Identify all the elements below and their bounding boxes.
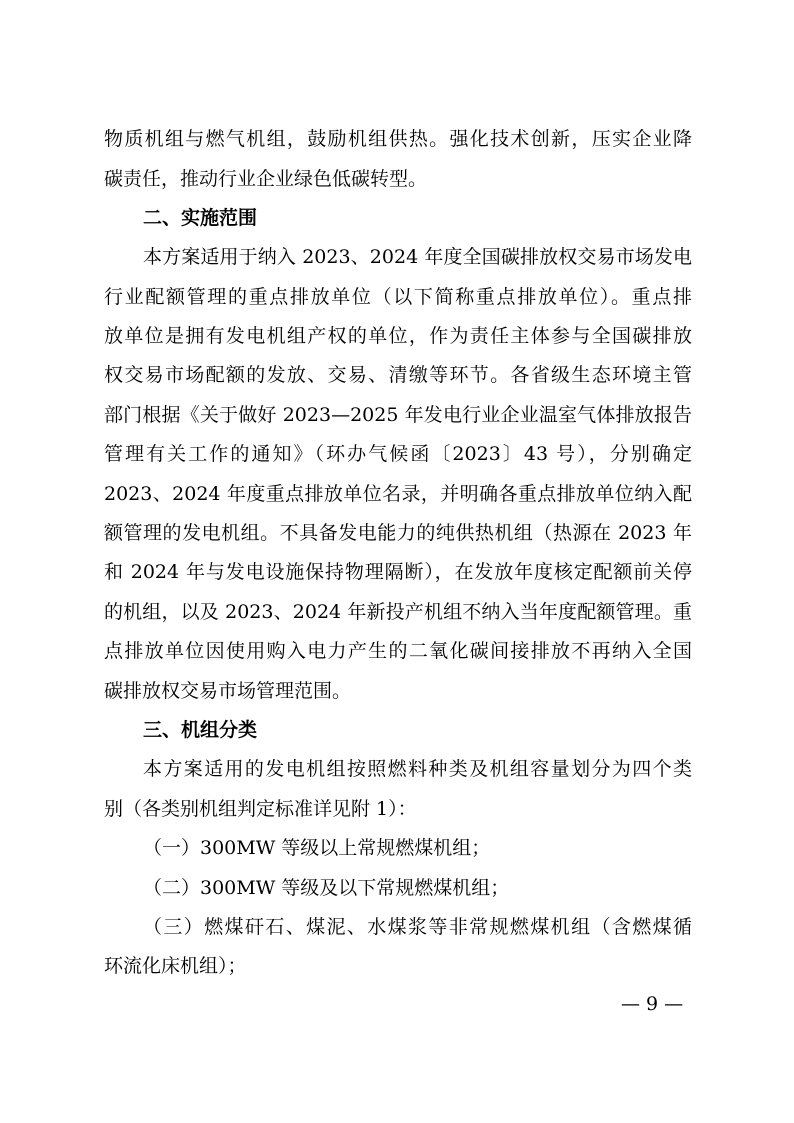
- list-item-line-2: 环流化床机组）；: [104, 955, 247, 977]
- paragraph-line: 2023、2024 年度重点排放单位名录，并明确各重点排放单位纳入配: [104, 483, 692, 505]
- paragraph-line: 管理有关工作的通知》（环办气候函〔2023〕43 号），分别确定: [104, 443, 692, 465]
- paragraph-line: 本方案适用于纳入 2023、2024 年度全国碳排放权交易市场发电: [143, 246, 692, 268]
- paragraph-line: 碳排放权交易市场管理范围。: [104, 680, 352, 702]
- paragraph-line: 行业配额管理的重点排放单位（以下简称重点排放单位）。重点排: [104, 286, 692, 308]
- section-heading-unit-classification: 三、机组分类: [143, 719, 258, 741]
- intro-line-2: 碳责任，推动行业企业绿色低碳转型。: [104, 168, 428, 190]
- paragraph-line: 额管理的发电机组。不具备发电能力的纯供热机组（热源在 2023 年: [104, 522, 692, 544]
- paragraph-line: 本方案适用的发电机组按照燃料种类及机组容量划分为四个类: [143, 758, 692, 780]
- section-heading-scope: 二、实施范围: [143, 207, 258, 229]
- paragraph-line: 放单位是拥有发电机组产权的单位，作为责任主体参与全国碳排放: [104, 325, 692, 347]
- page-number: — 9 —: [621, 993, 684, 1015]
- list-item-line-1: （三）燃煤矸石、煤泥、水煤浆等非常规燃煤机组（含燃煤循: [143, 916, 692, 938]
- paragraph-line: 权交易市场配额的发放、交易、清缴等环节。各省级生态环境主管: [104, 364, 692, 386]
- list-item: （一）300MW 等级以上常规燃煤机组；: [143, 837, 491, 859]
- intro-line-1: 物质机组与燃气机组，鼓励机组供热。强化技术创新，压实企业降: [104, 128, 692, 150]
- paragraph-line: 部门根据《关于做好 2023—2025 年发电行业企业温室气体排放报告: [104, 404, 692, 426]
- paragraph-line: 和 2024 年与发电设施保持物理隔断），在发放年度核定配额前关停: [104, 561, 692, 583]
- paragraph-line: 的机组，以及 2023、2024 年新投产机组不纳入当年度配额管理。重: [104, 601, 692, 623]
- paragraph-line: 点排放单位因使用购入电力产生的二氧化碳间接排放不再纳入全国: [104, 640, 692, 662]
- list-item: （二）300MW 等级及以下常规燃煤机组；: [143, 877, 510, 899]
- paragraph-line: 别（各类别机组判定标准详见附 1）：: [104, 798, 417, 820]
